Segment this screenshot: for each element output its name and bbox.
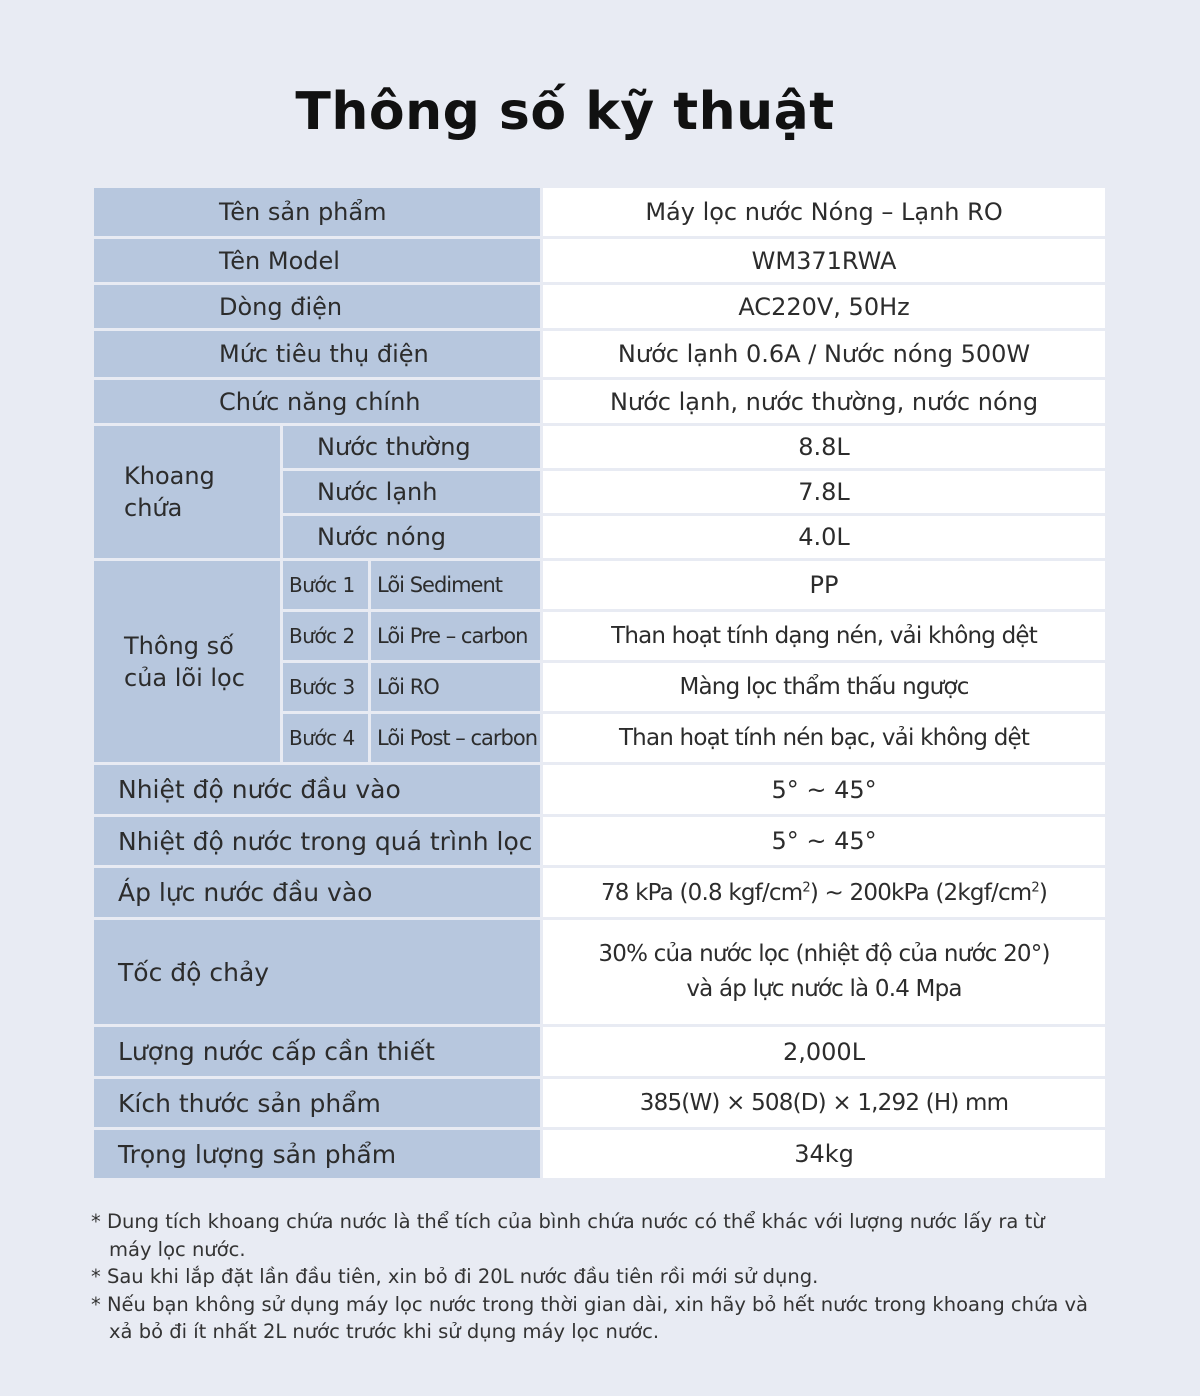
table-row	[93, 1078, 1107, 1129]
row-value: AC220V, 50Hz	[542, 284, 1107, 330]
row-label: Tốc độ chảy	[93, 919, 542, 1026]
table-row	[93, 238, 1107, 284]
spec-table	[91, 185, 1108, 1181]
filter-step: Bước 3	[282, 662, 370, 713]
row-value: 8.8L	[542, 425, 1107, 470]
row-value: 78 kPa (0.8 kgf/$cm^2$) ~ 200kPa $(2kgf/cm^2)$	[542, 867, 1107, 919]
footnote: * Sau khi lắp đặt lần đầu tiên, xin bỏ đi 20L nước đầu tiên rồi mới sử dụng.	[91, 1265, 819, 1288]
table-row	[93, 867, 1107, 919]
row-label: Nước thường	[282, 425, 542, 470]
row-value: 4.0L	[542, 515, 1107, 560]
row-value: 5° ~ 45°	[542, 764, 1107, 816]
filter-core: Lõi Pre – carbon	[370, 611, 542, 662]
row-label: Lượng nước cấp cần thiết	[93, 1026, 542, 1078]
table-row	[93, 1129, 1107, 1180]
row-value: 7.8L	[542, 470, 1107, 515]
row-value: Than hoạt tính nén bạc, vải không dệt	[542, 713, 1107, 764]
filter-core: Lõi Sediment	[370, 560, 542, 611]
row-label: Tên sản phẩm	[93, 187, 542, 238]
row-label: Nước lạnh	[282, 470, 542, 515]
footnote: * Nếu bạn không sử dụng máy lọc nước trong thời gian dài, xin hãy bỏ hết nước trong khoang chứa và xả bỏ đi ít nhất 2L nước trước khi sử dụng máy lọc nước.	[91, 1292, 1088, 1343]
row-value: 5° ~ 45°	[542, 816, 1107, 867]
row-value: Nước lạnh, nước thường, nước nóng	[542, 379, 1107, 425]
table-row	[93, 379, 1107, 425]
row-value: Màng lọc thẩm thấu ngược	[542, 662, 1107, 713]
table-row	[93, 425, 1107, 470]
filter-step: Bước 1	[282, 560, 370, 611]
page-title: Thông số kỹ thuật	[295, 82, 835, 142]
filter-core: Lõi RO	[370, 662, 542, 713]
table-row	[93, 1026, 1107, 1078]
row-label: Chức năng chính	[93, 379, 542, 425]
row-value: Nước lạnh 0.6A / Nước nóng 500W	[542, 330, 1107, 379]
row-value: 385(W) × 508(D) × 1,292 (H) mm	[542, 1078, 1107, 1129]
table-row	[93, 816, 1107, 867]
row-label: Dòng điện	[93, 284, 542, 330]
row-label: Áp lực nước đầu vào	[93, 867, 542, 919]
row-label: Mức tiêu thụ điện	[93, 330, 542, 379]
row-label: Kích thước sản phẩm	[93, 1078, 542, 1129]
row-value: WM371RWA	[542, 238, 1107, 284]
table-row	[93, 284, 1107, 330]
row-value: PP	[542, 560, 1107, 611]
row-label: Nhiệt độ nước đầu vào	[93, 764, 542, 816]
row-value: 30% của nước lọc (nhiệt độ của nước 20°) và áp lực nước là 0.4 Mpa	[542, 919, 1107, 1026]
row-label: Nhiệt độ nước trong quá trình lọc	[93, 816, 542, 867]
footnote: * Dung tích khoang chứa nước là thể tích của bình chứa nước có thể khác với lượng nước lấy ra từ máy lọc nước.	[91, 1210, 1045, 1261]
row-label: Tên Model	[93, 238, 542, 284]
row-value: Máy lọc nước Nóng – Lạnh RO	[542, 187, 1107, 238]
filter-step: Bước 4	[282, 713, 370, 764]
filter-group-label: Thông số của lõi lọc	[93, 560, 282, 764]
filter-step: Bước 2	[282, 611, 370, 662]
row-label: Trọng lượng sản phẩm	[93, 1129, 542, 1180]
table-row	[93, 764, 1107, 816]
tank-group-label: Khoang chứa	[93, 425, 282, 560]
row-label: Nước nóng	[282, 515, 542, 560]
row-value: 34kg	[542, 1129, 1107, 1180]
row-value: 2,000L	[542, 1026, 1107, 1078]
row-value: Than hoạt tính dạng nén, vải không dệt	[542, 611, 1107, 662]
footnotes	[91, 1208, 1091, 1346]
table-row	[93, 330, 1107, 379]
table-row	[93, 919, 1107, 1026]
filter-core: Lõi Post – carbon	[370, 713, 542, 764]
table-row	[93, 560, 1107, 611]
table-row	[93, 187, 1107, 238]
